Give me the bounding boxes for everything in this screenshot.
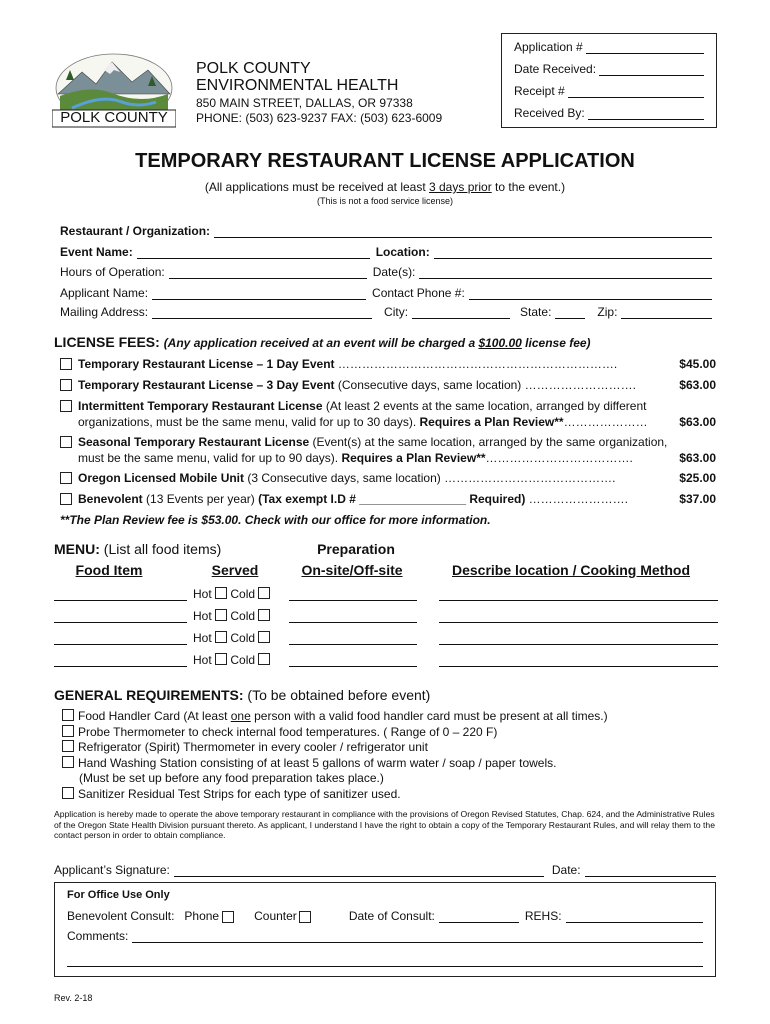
- received-by-label: Received By:: [514, 106, 585, 120]
- requirement-setup-note: (Must be set up before any food preparation takes place.): [79, 771, 384, 785]
- served-column-header: Served: [211, 562, 259, 578]
- phone-checkbox[interactable]: [222, 911, 234, 923]
- fee-checkbox[interactable]: [60, 493, 72, 505]
- legal-statement: Application is hereby made to operate the above temporary restaurant in compliance with the provisions of Oregon Revised Statutes, Chap. 624, and the Administrative Rules of the Oregon State Health Division pursuant thereto. As applicant, I understand I have the right to obtain a copy of the Temporary Restaurant Rules, and will relay them to the contact person in order to obtain compliance.: [54, 809, 715, 840]
- food-item-field[interactable]: [54, 589, 187, 601]
- page-title: TEMPORARY RESTAURANT LICENSE APPLICATION: [135, 150, 635, 172]
- cold-checkbox[interactable]: [258, 587, 270, 599]
- application-number-label: Application #: [514, 40, 583, 54]
- signature-date-field[interactable]: [585, 865, 716, 877]
- license-fees-heading: LICENSE FEES: (Any application received at an event will be charged a $100.00 license fee): [54, 334, 591, 350]
- fee-price: $37.00: [679, 492, 716, 506]
- preparation-column-header: On-site/Off-site: [301, 562, 403, 578]
- address-line: 850 MAIN STREET, DALLAS, OR 97338: [196, 96, 413, 110]
- menu-row: Hot Cold: [54, 587, 718, 607]
- hours-row: [60, 263, 712, 279]
- mailing-address-label: Mailing Address:: [60, 305, 149, 319]
- food-item-field[interactable]: [54, 633, 187, 645]
- dates-field[interactable]: [419, 267, 712, 279]
- fee-option-benevolent: Benevolent (13 Events per year) (Tax exempt I.D # ________________ Required) ……………………. $37.00: [60, 491, 716, 507]
- cold-checkbox[interactable]: [258, 609, 270, 621]
- requirement-food-handler: Food Handler Card (At least one person with a valid food handler card must be present at all times.): [62, 709, 608, 724]
- receipt-number-field[interactable]: [568, 88, 704, 98]
- cooking-method-field[interactable]: [439, 633, 718, 645]
- event-name-label: Event Name:: [60, 245, 133, 259]
- food-item-column-header: Food Item: [75, 562, 143, 578]
- mailing-address-field[interactable]: [152, 307, 372, 319]
- comments-field[interactable]: [132, 931, 703, 943]
- application-number-field[interactable]: [586, 44, 704, 54]
- state-label: State:: [520, 305, 552, 319]
- describe-column-header: Describe location / Cooking Method: [451, 562, 691, 578]
- counter-option-label: Counter: [254, 909, 297, 923]
- applicant-name-field[interactable]: [152, 288, 366, 300]
- fee-checkbox[interactable]: [60, 472, 72, 484]
- requirement-refrigerator-thermometer: Refrigerator (Spirit) Thermometer in every cooler / refrigerator unit: [62, 740, 428, 755]
- location-field[interactable]: [434, 247, 712, 259]
- zip-label: Zip:: [597, 305, 618, 319]
- food-item-field[interactable]: [54, 655, 187, 667]
- fee-option-3-day: Temporary Restaurant License – 3 Day Event (Consecutive days, same location) ………………………. $63.00: [60, 377, 716, 393]
- received-by-field[interactable]: [588, 110, 704, 120]
- hot-checkbox[interactable]: [215, 653, 227, 665]
- requirement-hand-washing: Hand Washing Station consisting of at least 5 gallons of warm water / soap / paper towels.: [62, 756, 556, 771]
- phone-option-label: Phone: [184, 909, 220, 923]
- signature-field[interactable]: [174, 865, 544, 877]
- rehs-field[interactable]: [566, 911, 703, 923]
- contact-phone-field[interactable]: [469, 288, 712, 300]
- fee-price: $25.00: [679, 471, 716, 485]
- receipt-number-label: Receipt #: [514, 84, 565, 98]
- contact-phone-label: Contact Phone #:: [372, 286, 465, 300]
- office-receipt-box: [501, 33, 717, 128]
- mailing-row: [60, 303, 712, 319]
- fee-option-intermittent: Intermittent Temporary Restaurant License (At least 2 events at the same location, arranged by different organizations, must be the same menu, valid for up to 30 days). Requires a Plan Review**………………… $63.00: [60, 398, 716, 430]
- signature-label: Applicant’s Signature:: [54, 863, 170, 877]
- phone-fax-line: PHONE: (503) 623-9237 FAX: (503) 623-6009: [196, 111, 443, 125]
- preparation-heading: Preparation: [317, 541, 395, 557]
- hot-checkbox[interactable]: [215, 587, 227, 599]
- org-line-1: POLK COUNTY: [196, 60, 311, 77]
- fee-option-seasonal: Seasonal Temporary Restaurant License (Event(s) at the same location, arranged by the same organization, must be the same menu, valid for up to 90 days). Requires a Plan Review**………………………………. $63.00: [60, 434, 716, 466]
- county-logo: [52, 50, 176, 128]
- date-of-consult-field[interactable]: [439, 911, 519, 923]
- fee-option-1-day: Temporary Restaurant License – 1 Day Event ……………………………………………………………. $45.00: [60, 356, 716, 372]
- fee-option-mobile-unit: Oregon Licensed Mobile Unit (3 Consecutive days, same location) ……………………………………. $25.00: [60, 470, 716, 486]
- fee-checkbox[interactable]: [60, 436, 72, 448]
- fee-checkbox[interactable]: [60, 379, 72, 391]
- requirement-probe-thermometer: Probe Thermometer to check internal food temperatures. ( Range of 0 – 220 F): [62, 725, 497, 740]
- preparation-field[interactable]: [289, 655, 417, 667]
- restaurant-field[interactable]: [214, 226, 712, 238]
- hours-label: Hours of Operation:: [60, 265, 165, 279]
- hot-checkbox[interactable]: [215, 631, 227, 643]
- logo-text: POLK COUNTY: [60, 109, 168, 126]
- hot-checkbox[interactable]: [215, 609, 227, 621]
- benevolent-consult-label: Benevolent Consult:: [67, 909, 175, 923]
- comments-label: Comments:: [67, 929, 129, 943]
- hours-field[interactable]: [169, 267, 367, 279]
- requirement-sanitizer-strips: Sanitizer Residual Test Strips for each type of sanitizer used.: [62, 787, 401, 802]
- signature-row: [54, 861, 716, 877]
- restaurant-label: Restaurant / Organization:: [60, 224, 211, 238]
- preparation-field[interactable]: [289, 633, 417, 645]
- organization-address: [196, 96, 442, 126]
- event-row: [60, 243, 712, 259]
- org-line-2: ENVIRONMENTAL HEALTH: [196, 77, 399, 94]
- office-use-box: [54, 882, 716, 977]
- location-label: Location:: [375, 245, 430, 259]
- date-of-consult-label: Date of Consult:: [348, 909, 435, 923]
- fee-checkbox[interactable]: [60, 358, 72, 370]
- fee-price: $63.00: [679, 451, 716, 465]
- organization-name: [196, 60, 398, 94]
- zip-field[interactable]: [621, 307, 712, 319]
- fee-price: $63.00: [679, 378, 716, 392]
- menu-heading: MENU: (List all food items): [54, 541, 222, 557]
- counter-checkbox[interactable]: [299, 911, 311, 923]
- city-field[interactable]: [412, 307, 510, 319]
- submission-deadline-note: (All applications must be received at least 3 days prior to the event.): [204, 180, 566, 194]
- requirement-checkbox[interactable]: [62, 740, 74, 752]
- office-use-heading: For Office Use Only: [67, 889, 170, 901]
- cooking-method-field[interactable]: [439, 611, 718, 623]
- restaurant-row: [60, 222, 712, 238]
- requirement-checkbox[interactable]: [62, 787, 74, 799]
- general-requirements-heading: GENERAL REQUIREMENTS: (To be obtained before event): [54, 687, 431, 703]
- dates-label: Date(s):: [372, 265, 416, 279]
- cold-checkbox[interactable]: [258, 631, 270, 643]
- preparation-field[interactable]: [289, 589, 417, 601]
- date-received-label: Date Received:: [514, 62, 597, 76]
- plan-review-note: **The Plan Review fee is $53.00. Check with our office for more information.: [60, 513, 491, 527]
- date-received-field[interactable]: [599, 66, 704, 76]
- event-name-field[interactable]: [137, 247, 370, 259]
- requirement-checkbox[interactable]: [62, 709, 74, 721]
- cooking-method-field[interactable]: [439, 589, 718, 601]
- cold-checkbox[interactable]: [258, 653, 270, 665]
- revision-label: Rev. 2-18: [54, 993, 93, 1003]
- applicant-name-label: Applicant Name:: [60, 286, 149, 300]
- requirement-checkbox[interactable]: [62, 756, 74, 768]
- menu-row: Hot Cold: [54, 653, 718, 673]
- city-label: City:: [384, 305, 409, 319]
- applicant-row: [60, 284, 712, 300]
- menu-row: Hot Cold: [54, 609, 718, 629]
- state-field[interactable]: [555, 307, 585, 319]
- fee-price: $45.00: [679, 357, 716, 371]
- requirement-checkbox[interactable]: [62, 725, 74, 737]
- cooking-method-field[interactable]: [439, 655, 718, 667]
- food-item-field[interactable]: [54, 611, 187, 623]
- fee-checkbox[interactable]: [60, 400, 72, 412]
- rehs-label: REHS:: [524, 909, 562, 923]
- not-food-service-note: (This is not a food service license): [316, 196, 454, 206]
- preparation-field[interactable]: [289, 611, 417, 623]
- signature-date-label: Date:: [551, 863, 581, 877]
- fee-price: $63.00: [679, 415, 716, 429]
- menu-row: Hot Cold: [54, 631, 718, 651]
- comments-field-line-2[interactable]: [67, 955, 703, 967]
